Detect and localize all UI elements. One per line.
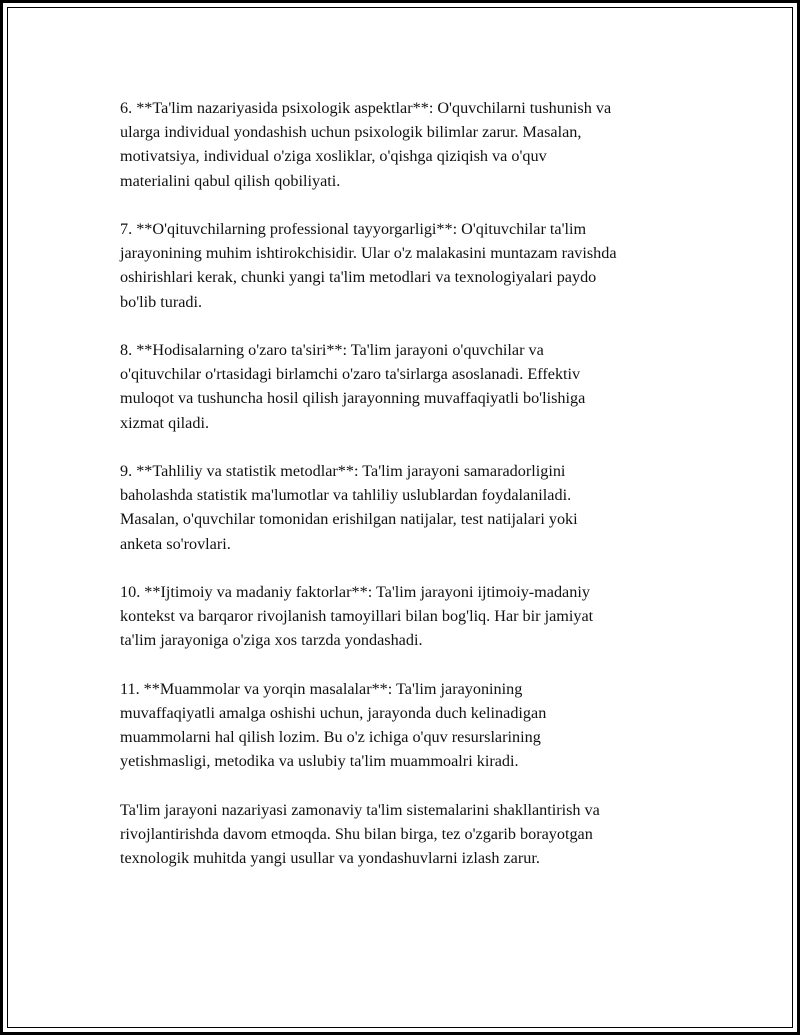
paragraph-7: 7. **O'qituvchilarning professional tayyorgarligi**: O'qituvchilar ta'lim jarayonining muhim ishtirokchisidir. Ular o'z malakasini muntazam ravishda oshirishlari kerak, chunki yangi ta'lim metodlari va texnologiyalari paydo bo'lib turadi. (120, 220, 617, 311)
paragraph-6: 6. **Ta'lim nazariyasida psixologik aspektlar**: O'quvchilarni tushunish va ularga individual yondashish uchun psixologik bilimlar zarur. Masalan, motivatsiya, individual o'ziga xosliklar, o'qishga qiziqish va o'quv materialini qabul qilish qobiliyati. (120, 99, 612, 190)
paragraph-11: 11. **Muammolar va yorqin masalalar**: Ta'lim jarayonining muvaffaqiyatli amalga oshishi uchun, jarayonda duch kelinadigan muammolarni hal qilish lozim. Bu o'z ichiga o'quv resurslarining yetishmasligi, metodika va uslubiy ta'lim muammoalri kiradi. (120, 679, 547, 771)
paragraph-10: 10. **Ijtimoiy va madaniy faktorlar**: Ta'lim jarayoni ijtimoiy-madaniy kontekst va barqaror rivojlanish tamoyillari bilan bog'liq. Har bir jamiyat ta'lim jarayoniga o'ziga xos tarzda yondashadi. (120, 583, 594, 650)
paragraph-8: 8. **Hodisalarning o'zaro ta'siri**: Ta'lim jarayoni o'quvchilar va o'qituvchilar o'rtasidagi birlamchi o'zaro ta'sirlarga asoslanadi. Effektiv muloqot va tushuncha hosil qilish jarayonning muvaffaqiyatli bo'lishiga xizmat qiladi. (120, 341, 586, 432)
document-body (120, 96, 720, 895)
paragraph-conclusion: Ta'lim jarayoni nazariyasi zamonaviy ta'lim sistemalarini shakllantirish va rivojlantirishda davom etmoqda. Shu bilan birga, tez o'zgarib borayotgan texnologik muhitda yangi usullar va yondashuvlarni izlash zarur. (120, 800, 600, 868)
paragraph-9: 9. **Tahliliy va statistik metodlar**: Ta'lim jarayoni samaradorligini baholashda statistik ma'lumotlar va tahliliy uslublardan foydalaniladi. Masalan, o'quvchilar tomonidan erishilgan natijalar, test natijalari yoki anketa so'rovlari. (120, 462, 578, 553)
